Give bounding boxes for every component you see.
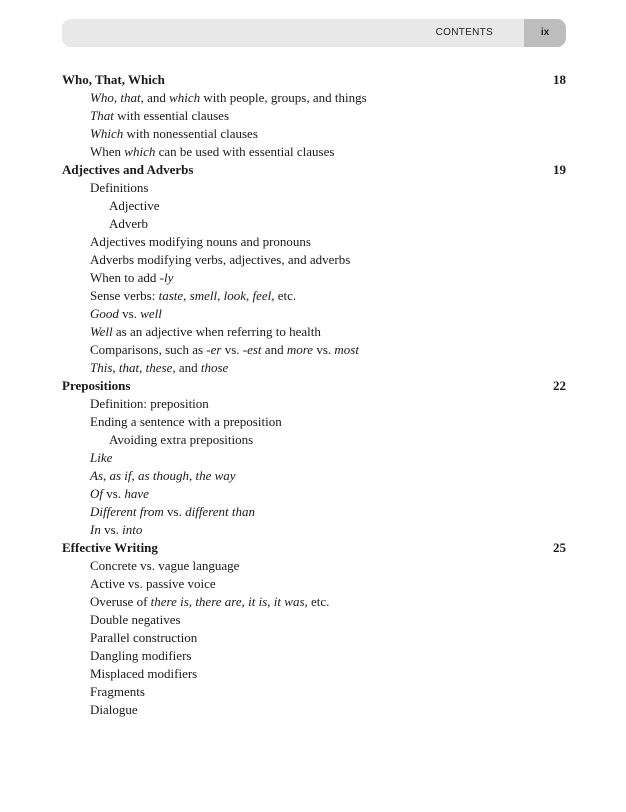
toc-entry [62,665,566,683]
italic-term: smell [189,288,218,303]
italic-term: Of [90,486,103,501]
italic-term: which [124,144,156,159]
toc-entry [62,611,566,629]
entry-text: Avoiding extra prepositions [109,432,254,447]
toc-entry [62,395,566,413]
italic-term: taste [158,288,184,303]
italic-term: into [122,522,143,537]
italic-term: these [145,360,173,375]
entry-text: , [113,90,121,105]
toc-chapter [62,377,566,539]
toc-entry [62,251,566,269]
toc-entry [62,683,566,701]
toc-entry [62,413,566,431]
entry-text: , [267,594,274,609]
italic-term: Which [90,126,124,141]
toc-entry [62,629,566,647]
entry-text: Adverb [109,216,148,231]
entry-text: Parallel construction [90,630,198,645]
chapter-heading [62,71,566,89]
italic-term: -est [242,342,262,357]
toc-subentry [62,197,566,215]
toc-entry [62,269,566,287]
italic-term: it is [248,594,268,609]
entry-text: , [131,468,139,483]
toc-entry [62,341,566,359]
entry-text: When [90,144,125,159]
italic-term: well [140,306,162,321]
entry-text: , [112,360,119,375]
entry-text: , [188,594,196,609]
italic-term: Like [90,450,113,465]
toc-entry [62,107,566,125]
toc-entry [62,503,566,521]
chapter-title: Effective Writing [62,540,158,555]
entry-text: Concrete vs. vague language [90,558,240,573]
toc-subentry [62,215,566,233]
italic-term: look [223,288,247,303]
entry-text: Dangling modifiers [90,648,192,663]
chapter-title: Who, That, Which [62,72,165,87]
italic-term: have [124,486,149,501]
italic-term: as though [138,468,189,483]
toc-chapter [62,539,566,719]
entry-text: , and [140,90,170,105]
italic-term: those [200,360,229,375]
toc-entry [62,287,566,305]
entry-text: , [103,468,110,483]
entry-text: Overuse of [90,594,151,609]
entry-text: When to add [90,270,160,285]
italic-term: more [286,342,314,357]
chapter-page-number: 25 [553,540,566,555]
toc-entry [62,323,566,341]
header-page-number: ix [524,19,566,47]
italic-term: Different from [90,504,164,519]
toc-entry [62,125,566,143]
entry-text: , [188,468,196,483]
entry-text: with essential clauses [113,108,230,123]
italic-term: the way [195,468,236,483]
entry-text: vs. [163,504,186,519]
entry-text: Double negatives [90,612,181,627]
italic-term: Who [90,90,114,105]
entry-text: Definition: preposition [90,396,209,411]
toc-entry [62,467,566,485]
toc-entry [62,449,566,467]
italic-term: -ly [159,270,174,285]
toc-subentry [62,431,566,449]
toc-entry [62,521,566,539]
entry-text: , [246,288,253,303]
toc-chapter [62,71,566,161]
toc-chapter [62,161,566,377]
entry-text: , [183,288,190,303]
chapter-title: Adjectives and Adverbs [62,162,194,177]
italic-term: That [90,108,114,123]
entry-text: , and [172,360,201,375]
entry-text: , etc. [271,288,297,303]
entry-text: Definitions [90,180,149,195]
toc-entry [62,179,566,197]
italic-term: which [169,90,201,105]
italic-term: different than [185,504,256,519]
entry-text: vs. [221,342,243,357]
entry-text: Adjective [109,198,160,213]
entry-text: Sense verbs: [90,288,159,303]
italic-term: -er [206,342,222,357]
toc-entry [62,89,566,107]
entry-text: Fragments [90,684,145,699]
chapter-page-number: 18 [553,72,566,87]
toc-entry [62,557,566,575]
entry-text: and [261,342,287,357]
entry-text: , [217,288,224,303]
entry-text: Comparisons, such as [90,342,207,357]
italic-term: there are [195,594,242,609]
entry-text: Adverbs modifying verbs, adjectives, and adverbs [90,252,351,267]
italic-term: Well [90,324,113,339]
entry-text: vs. [313,342,335,357]
italic-term: most [334,342,359,357]
toc-entry [62,575,566,593]
italic-term: it was [273,594,305,609]
entry-text: Dialogue [90,702,138,717]
entry-text: with people, groups, and things [200,90,367,105]
toc-entry [62,233,566,251]
toc-entry [62,701,566,719]
entry-text: Active vs. passive voice [90,576,216,591]
chapter-page-number: 19 [553,162,566,177]
entry-text: Adjectives modifying nouns and pronouns [90,234,311,249]
chapter-heading [62,539,566,557]
toc-entry [62,485,566,503]
toc-entry [62,143,566,161]
running-header [62,19,566,47]
entry-text: , [241,594,249,609]
italic-term: This [90,360,113,375]
italic-term: In [90,522,101,537]
chapter-title: Prepositions [62,378,131,393]
chapter-page-number: 22 [553,378,566,393]
entry-text: vs. [118,306,141,321]
chapter-heading [62,377,566,395]
italic-term: As [90,468,103,483]
entry-text: as an adjective when referring to health [112,324,321,339]
table-of-contents [62,71,566,719]
entry-text: , etc. [304,594,330,609]
italic-term: as if [109,468,132,483]
header-section-title: CONTENTS [435,27,493,38]
chapter-heading [62,161,566,179]
italic-term: feel [252,288,272,303]
toc-entry [62,593,566,611]
toc-entry [62,359,566,377]
italic-term: that [120,90,141,105]
entry-text: vs. [103,486,125,501]
entry-text: , [139,360,146,375]
toc-entry [62,647,566,665]
toc-entry [62,305,566,323]
entry-text: with nonessential clauses [123,126,258,141]
italic-term: Good [90,306,119,321]
entry-text: Misplaced modifiers [90,666,198,681]
italic-term: there is [150,594,189,609]
italic-term: that [118,360,140,375]
entry-text: can be used with essential clauses [155,144,335,159]
entry-text: vs. [100,522,123,537]
entry-text: Ending a sentence with a preposition [90,414,282,429]
